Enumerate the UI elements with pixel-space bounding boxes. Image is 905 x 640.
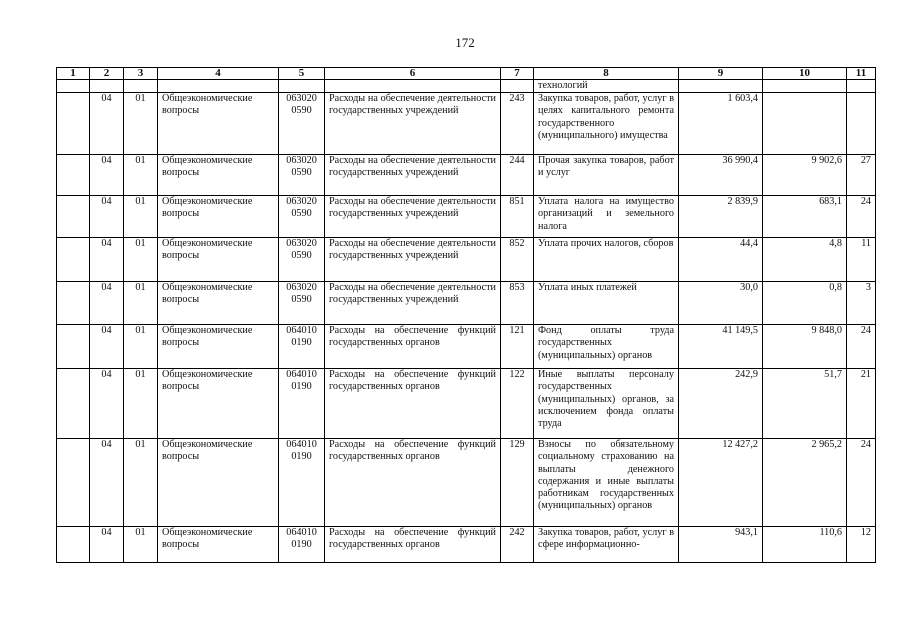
- cell-expense-code: 851: [501, 196, 534, 238]
- cell-expense-name: Уплата налога на имущество организаций и земельного налога: [534, 196, 679, 238]
- cell: [90, 80, 124, 93]
- page-number: 172: [455, 35, 475, 50]
- cell-expense-code: 243: [501, 93, 534, 155]
- cell-expense-code: 122: [501, 369, 534, 439]
- cell-target-code: 063020 0590: [279, 238, 325, 282]
- col-header: 3: [124, 68, 158, 80]
- table-row: [57, 238, 876, 282]
- cell: [679, 80, 763, 93]
- cell-percent: 11: [847, 238, 876, 282]
- cell-percent: [847, 93, 876, 155]
- cell-actual-amount: 683,1: [763, 196, 847, 238]
- cell-section: 04: [90, 527, 124, 563]
- cell-section-name: Общеэкономические вопросы: [158, 238, 279, 282]
- cell-target-code: 064010 0190: [279, 369, 325, 439]
- cell-plan-amount: 30,0: [679, 282, 763, 325]
- cell-section: 04: [90, 196, 124, 238]
- cell-target-name: Расходы на обеспечение функций государственных органов: [325, 325, 501, 369]
- cell-target-code: 063020 0590: [279, 93, 325, 155]
- cell-target-code: 063020 0590: [279, 196, 325, 238]
- budget-table: [56, 67, 876, 563]
- cell-section-name: Общеэкономические вопросы: [158, 155, 279, 196]
- cell: [57, 80, 90, 93]
- cell-section-name: Общеэкономические вопросы: [158, 325, 279, 369]
- cell-expense-code: 242: [501, 527, 534, 563]
- cell-target-code: 064010 0190: [279, 439, 325, 527]
- table-row: [57, 439, 876, 527]
- col-header: 11: [847, 68, 876, 80]
- cell-target-code: 064010 0190: [279, 325, 325, 369]
- cell-section: 04: [90, 325, 124, 369]
- cell-section: 04: [90, 238, 124, 282]
- cell-section-name: Общеэкономические вопросы: [158, 93, 279, 155]
- cell-expense-name: Взносы по обязательному социальному страхованию на выплаты денежного содержания и иные выплаты работникам государственных (муниципальных) органов: [534, 439, 679, 527]
- cell-subsection: 01: [124, 439, 158, 527]
- cell: [124, 80, 158, 93]
- cell-expense-name: Прочая закупка товаров, работ и услуг: [534, 155, 679, 196]
- continuation-text: технологий: [534, 80, 679, 93]
- cell-percent: 24: [847, 325, 876, 369]
- cell-row-num: [57, 325, 90, 369]
- cell-actual-amount: 51,7: [763, 369, 847, 439]
- cell-expense-name: Иные выплаты персоналу государственных (муниципальных) органов, за исключением фонда оплаты труда: [534, 369, 679, 439]
- cell-expense-code: 129: [501, 439, 534, 527]
- cell-plan-amount: 2 839,9: [679, 196, 763, 238]
- cell-expense-name: Закупка товаров, работ, услуг в сфере информационно-: [534, 527, 679, 563]
- cell-expense-code: 121: [501, 325, 534, 369]
- cell-subsection: 01: [124, 93, 158, 155]
- cell: [763, 80, 847, 93]
- cell-section-name: Общеэкономические вопросы: [158, 196, 279, 238]
- cell-subsection: 01: [124, 282, 158, 325]
- cell-section-name: Общеэкономические вопросы: [158, 439, 279, 527]
- cell-subsection: 01: [124, 369, 158, 439]
- cell-expense-code: 852: [501, 238, 534, 282]
- col-header: 9: [679, 68, 763, 80]
- cell-row-num: [57, 527, 90, 563]
- cell-target-name: Расходы на обеспечение деятельности государственных учреждений: [325, 282, 501, 325]
- col-header: 1: [57, 68, 90, 80]
- cell-percent: 24: [847, 196, 876, 238]
- cell-target-name: Расходы на обеспечение деятельности государственных учреждений: [325, 238, 501, 282]
- cell-plan-amount: 36 990,4: [679, 155, 763, 196]
- cell-row-num: [57, 238, 90, 282]
- cell-actual-amount: 110,6: [763, 527, 847, 563]
- cell-actual-amount: 2 965,2: [763, 439, 847, 527]
- cell-subsection: 01: [124, 325, 158, 369]
- col-header: 7: [501, 68, 534, 80]
- cell-row-num: [57, 282, 90, 325]
- cell-row-num: [57, 155, 90, 196]
- col-header: 5: [279, 68, 325, 80]
- cell-row-num: [57, 93, 90, 155]
- cell-plan-amount: 943,1: [679, 527, 763, 563]
- cell-section: 04: [90, 439, 124, 527]
- col-header: 2: [90, 68, 124, 80]
- cell-percent: 12: [847, 527, 876, 563]
- cell-target-name: Расходы на обеспечение деятельности государственных учреждений: [325, 93, 501, 155]
- cell-target-name: Расходы на обеспечение деятельности государственных учреждений: [325, 196, 501, 238]
- cell-row-num: [57, 439, 90, 527]
- cell-target-name: Расходы на обеспечение функций государственных органов: [325, 439, 501, 527]
- col-header: 10: [763, 68, 847, 80]
- cell-plan-amount: 44,4: [679, 238, 763, 282]
- cell-row-num: [57, 196, 90, 238]
- cell-section-name: Общеэкономические вопросы: [158, 282, 279, 325]
- cell: [325, 80, 501, 93]
- cell-subsection: 01: [124, 196, 158, 238]
- cell-plan-amount: 41 149,5: [679, 325, 763, 369]
- continuation-row: [57, 80, 876, 93]
- cell-actual-amount: [763, 93, 847, 155]
- table-row: [57, 282, 876, 325]
- table-row: [57, 155, 876, 196]
- cell-percent: 21: [847, 369, 876, 439]
- cell-actual-amount: 4,8: [763, 238, 847, 282]
- cell-actual-amount: 9 848,0: [763, 325, 847, 369]
- cell-section: 04: [90, 93, 124, 155]
- cell-section: 04: [90, 155, 124, 196]
- cell-expense-name: Фонд оплаты труда государственных (муниципальных) органов: [534, 325, 679, 369]
- cell-subsection: 01: [124, 155, 158, 196]
- col-header: 4: [158, 68, 279, 80]
- cell-section: 04: [90, 282, 124, 325]
- cell-percent: 3: [847, 282, 876, 325]
- cell: [847, 80, 876, 93]
- cell-expense-code: 244: [501, 155, 534, 196]
- table-row: [57, 196, 876, 238]
- cell-expense-name: Уплата иных платежей: [534, 282, 679, 325]
- cell-percent: 24: [847, 439, 876, 527]
- table-row: [57, 369, 876, 439]
- cell-target-name: Расходы на обеспечение деятельности государственных учреждений: [325, 155, 501, 196]
- cell-target-name: Расходы на обеспечение функций государственных органов: [325, 527, 501, 563]
- header-row: [57, 68, 876, 80]
- cell-section-name: Общеэкономические вопросы: [158, 369, 279, 439]
- cell-target-name: Расходы на обеспечение функций государственных органов: [325, 369, 501, 439]
- cell-target-code: 063020 0590: [279, 155, 325, 196]
- cell-target-code: 064010 0190: [279, 527, 325, 563]
- table-row: [57, 93, 876, 155]
- cell-row-num: [57, 369, 90, 439]
- cell-actual-amount: 0,8: [763, 282, 847, 325]
- cell-plan-amount: 242,9: [679, 369, 763, 439]
- table-row: [57, 325, 876, 369]
- cell: [158, 80, 279, 93]
- cell-plan-amount: 12 427,2: [679, 439, 763, 527]
- cell: [501, 80, 534, 93]
- cell-target-code: 063020 0590: [279, 282, 325, 325]
- cell-subsection: 01: [124, 527, 158, 563]
- cell-percent: 27: [847, 155, 876, 196]
- cell-actual-amount: 9 902,6: [763, 155, 847, 196]
- cell-expense-name: Уплата прочих налогов, сборов: [534, 238, 679, 282]
- table-row: [57, 527, 876, 563]
- cell-section: 04: [90, 369, 124, 439]
- cell-section-name: Общеэкономические вопросы: [158, 527, 279, 563]
- cell: [279, 80, 325, 93]
- col-header: 6: [325, 68, 501, 80]
- col-header: 8: [534, 68, 679, 80]
- cell-expense-code: 853: [501, 282, 534, 325]
- cell-subsection: 01: [124, 238, 158, 282]
- cell-expense-name: Закупка товаров, работ, услуг в целях капитального ремонта государственного (муниципального) имущества: [534, 93, 679, 155]
- cell-plan-amount: 1 603,4: [679, 93, 763, 155]
